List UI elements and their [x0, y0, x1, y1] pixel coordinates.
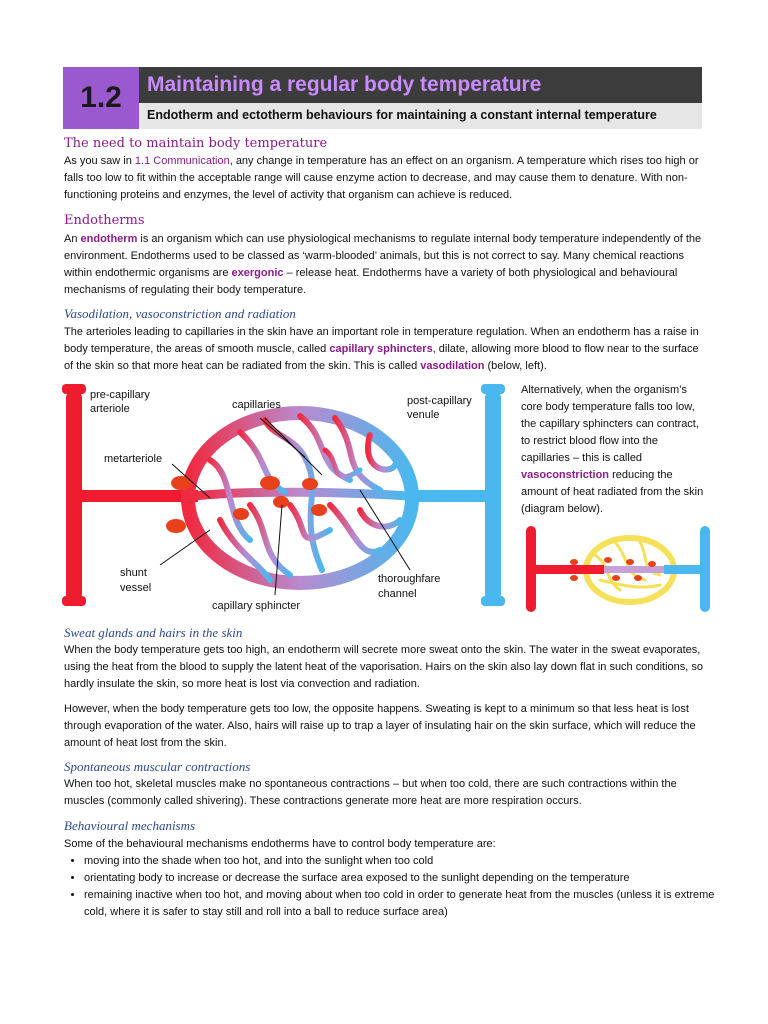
label-pre-capillary: pre-capillary — [90, 389, 150, 401]
term-endotherm: endotherm — [80, 233, 138, 245]
vasodilation-diagram — [60, 380, 520, 620]
label-venule: venule — [407, 409, 440, 421]
label-capillaries: capillaries — [232, 399, 281, 411]
section-number: 1.2 — [63, 67, 139, 129]
label-channel: channel — [378, 588, 417, 600]
paragraph-vasoconstriction: Alternatively, when the organism’s core body temperature falls too low, the capillary sphincters can contract, to restrict blood flow into the capillaries – this is called vasoconstriction reducing the amount of heat radiated from the skin (diagram below). — [521, 384, 704, 515]
heading-sweat-glands: Sweat glands and hairs in the skin — [64, 625, 243, 640]
paragraph-sweat-hot: When the body temperature gets too high, an endotherm will secrete more sweat onto the skin. The water in the sweat evaporates, using the heat from the blood to supply the latent heat of the vaporisation. Hairs on the skin also lay down flat in such conditions, so hardly insulate the skin, so more heat is lost via convection and radiation. — [64, 644, 703, 690]
page-title: Maintaining a regular body temperature — [139, 67, 702, 103]
link-communication[interactable]: 1.1 Communication — [134, 155, 230, 167]
heading-need-to-maintain: The need to maintain body temperature — [64, 136, 328, 151]
term-vasoconstriction: vasoconstriction — [521, 469, 610, 481]
paragraph-behavioural: Some of the behavioural mechanisms endotherms have to control body temperature are: — [64, 838, 496, 850]
list-item: • moving into the shade when too hot, and into the sunlight when too cold — [84, 853, 724, 870]
list-item: • remaining inactive when too hot, and moving about when too cold in order to generate heat from the muscles (unless it is extreme cold, where it is safer to stay still and roll into a ball to reduce surface area) — [84, 887, 724, 921]
label-arteriole: arteriole — [90, 403, 130, 415]
list-item: • orientating body to increase or decrease the surface area exposed to the sunlight depending on the temperature — [84, 870, 724, 887]
label-thoroughfare: thoroughfare — [378, 573, 441, 585]
heading-vasodilation: Vasodilation, vasoconstriction and radiation — [64, 306, 296, 321]
page-subtitle: Endotherm and ectotherm behaviours for maintaining a constant internal temperature — [139, 103, 702, 129]
heading-muscular-contractions: Spontaneous muscular contractions — [64, 759, 251, 774]
term-vasodilation: vasodilation — [420, 360, 485, 372]
label-metarteriole: metarteriole — [104, 453, 163, 465]
term-exergonic: exergonic — [231, 267, 284, 279]
capillary-bed — [188, 413, 412, 583]
heading-behavioural: Behavioural mechanisms — [64, 818, 196, 833]
vasoconstriction-diagram — [520, 520, 716, 620]
paragraph-sweat-cold: However, when the body temperature gets too low, the opposite happens. Sweating is kept to a minimum so that less heat is lost through evaporation of the water. Also, hairs will raise up to trap a layer of insulating hair on the skin surface, which will reduce the amount of heat lost from the skin. — [64, 703, 696, 749]
paragraph-vasodilation: The arterioles leading to capillaries in the skin have an important role in temperature regulation. When an endotherm has a raise in body temperature, the areas of smooth muscle, called capillary sphincters, dilate, allowing more blood to flow near to the surface of the skin so that more heat can be radiated from the skin. This is called vasodilation (below, left). — [64, 326, 699, 372]
paragraph-endotherms: An endotherm is an organism which can use physiological mechanisms to regulate internal body temperature independently of the environment. Endotherms used to be classed as ‘warm-blooded’ animals, but this is not correct to say. Many chemical reactions within endothermic organisms are exergonic – release heat. Endotherms have a variety of both physiological and behavioural mechanisms of regulating their body temperature. — [64, 233, 702, 296]
behavioural-list — [64, 853, 724, 921]
label-vessel: vessel — [120, 582, 152, 594]
term-capillary-sphincters: capillary sphincters — [329, 343, 433, 355]
heading-endotherms: Endotherms — [64, 213, 145, 228]
label-post-capillary: post-capillary — [407, 395, 472, 407]
paragraph-need: As you saw in 1.1 Communication, any change in temperature has an effect on an organism. A temperature which rises too high or falls too low to fit within the acceptable range will cause enzyme action to decrease, and may cause them to denature. With non-functioning proteins and enzymes, the level of activity that organism can achieve is reduced. — [64, 155, 699, 201]
label-shunt: shunt — [120, 567, 147, 579]
label-capillary-sphincter: capillary sphincter — [212, 600, 301, 612]
paragraph-shivering: When too hot, skeletal muscles make no spontaneous contractions – but when too cold, there are such contractions within the muscles (commonly called shivering). These contractions generate more heat are more respiration occurs. — [64, 778, 677, 807]
